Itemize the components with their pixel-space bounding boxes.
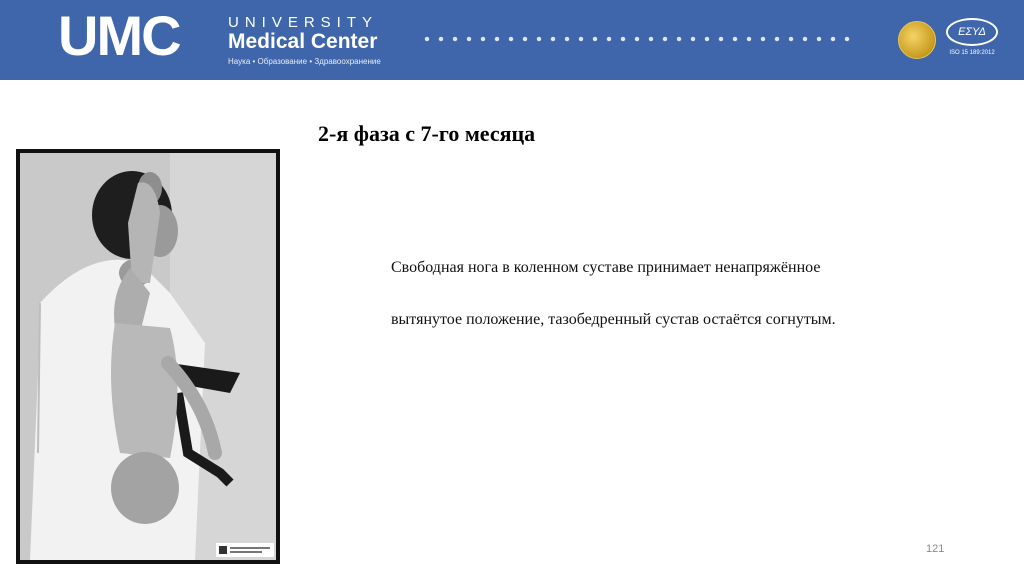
slide-body-text <box>391 258 951 330</box>
photo-illustration <box>20 153 276 560</box>
photo-frame <box>16 149 280 564</box>
body-line-1: Свободная нога в коленном суставе принимает ненапряжённое <box>391 259 821 276</box>
infant-reflex-photo <box>20 153 276 560</box>
logo-medical-center-text: Medical Center <box>228 30 378 53</box>
slide-title: 2-я фаза с 7-го месяца <box>318 121 536 146</box>
logo-tagline: Наука • Образование • Здравоохранение <box>228 57 381 66</box>
logo-university-text: UNIVERSITY <box>228 14 379 31</box>
gold-seal-icon <box>898 21 936 59</box>
header-banner <box>0 0 1024 80</box>
body-line-2: вытянутое положение, тазобедренный сустав остаётся согнутым. <box>391 311 836 328</box>
page-number: 121 <box>926 543 945 555</box>
umc-logo: UMC <box>58 4 180 67</box>
header-dots-divider <box>420 36 850 42</box>
esyd-certificate-icon: ΕΣΥΔ <box>946 18 998 46</box>
iso-certificate-label: ISO 15 189:2012 <box>949 50 995 56</box>
